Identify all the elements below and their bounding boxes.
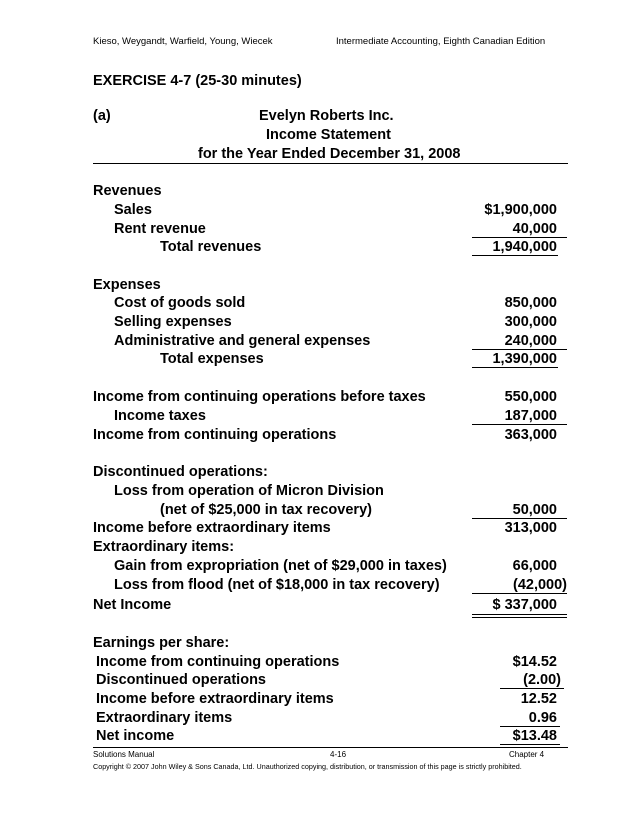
eps-continuing-label: Income from continuing operations [96,654,340,670]
expropriation-gain-label: Gain from expropriation (net of $29,000 in taxes) [114,558,447,574]
income-before-taxes-amount: 550,000 [504,389,557,405]
micron-loss-label: Loss from operation of Micron Division [114,483,384,499]
footer-manual: Solutions Manual [93,750,155,759]
sales-amount: $1,900,000 [484,202,557,218]
income-before-extraordinary-amount: 313,000 [504,520,557,536]
income-before-taxes-label: Income from continuing operations before taxes [93,389,426,405]
income-continuing-amount: 363,000 [504,427,557,443]
net-income-double-underline-2 [472,617,567,618]
eps-extraordinary-amount: 0.96 [528,710,557,726]
flood-loss-amount: (42,000) [512,577,567,593]
total-revenues-underline [472,255,558,256]
total-expenses-amount: 1,390,000 [492,351,557,367]
admin-expenses-amount: 240,000 [504,333,557,349]
footer-rule [93,747,568,748]
eps-net-income-underline [500,744,560,745]
flood-loss-label: Loss from flood (net of $18,000 in tax recovery) [114,577,440,593]
net-income-label: Net Income [93,597,172,613]
net-income-double-underline-1 [472,614,567,615]
cogs-label: Cost of goods sold [114,295,246,311]
footer-page-number: 4-16 [330,750,347,759]
income-taxes-amount: 187,000 [504,408,557,424]
eps-discontinued-underline [500,688,564,689]
revenues-heading: Revenues [93,183,162,199]
flood-underline [472,593,567,594]
income-continuing-label: Income from continuing operations [93,427,337,443]
admin-expenses-label: Administrative and general expenses [114,333,371,349]
total-revenues-amount: 1,940,000 [492,239,557,255]
income-before-extraordinary-label: Income before extraordinary items [93,520,331,536]
rent-revenue-amount: 40,000 [512,221,557,237]
cogs-amount: 850,000 [504,295,557,311]
micron-loss-amount: 50,000 [512,502,557,518]
total-expenses-underline [472,367,558,368]
net-income-amount: $ 337,000 [492,597,557,613]
header-book-title: Intermediate Accounting, Eighth Canadian Edition [336,36,546,47]
eps-discontinued-label: Discontinued operations [96,672,266,688]
heading-rule [93,163,568,164]
eps-discontinued-amount: (2.00) [523,672,561,688]
eps-before-extraordinary-label: Income before extraordinary items [96,691,334,707]
footer-copyright: Copyright © 2007 John Wiley & Sons Canada, Ltd. Unauthorized copying, distribution, or transmission of this page is strictly prohibited. [93,762,522,771]
selling-expenses-amount: 300,000 [504,314,557,330]
discontinued-heading: Discontinued operations: [93,464,268,480]
income-taxes-underline [472,424,567,425]
footer-chapter: Chapter 4 [509,750,545,759]
total-expenses-label: Total expenses [160,351,264,367]
rent-revenue-label: Rent revenue [114,221,206,237]
eps-net-income-amount: $13.48 [512,728,557,744]
expenses-heading: Expenses [93,277,161,293]
eps-heading: Earnings per share: [93,635,230,651]
eps-before-extraordinary-amount: 12.52 [520,691,557,707]
header-authors: Kieso, Weygandt, Warfield, Young, Wiecek [93,36,273,47]
eps-continuing-amount: $14.52 [512,654,557,670]
expropriation-gain-amount: 66,000 [512,558,557,574]
statement-title: Income Statement [266,127,391,143]
sales-label: Sales [114,202,152,218]
micron-tax-label: (net of $25,000 in tax recovery) [160,502,372,518]
part-label: (a) [93,108,111,124]
extraordinary-heading: Extraordinary items: [93,539,235,555]
statement-period: for the Year Ended December 31, 2008 [198,146,461,162]
income-taxes-label: Income taxes [114,408,206,424]
eps-net-income-label: Net income [96,728,175,744]
total-revenues-label: Total revenues [160,239,262,255]
company-name: Evelyn Roberts Inc. [259,108,394,124]
exercise-title: EXERCISE 4-7 (25-30 minutes) [93,73,302,89]
selling-expenses-label: Selling expenses [114,314,232,330]
eps-extraordinary-label: Extraordinary items [96,710,233,726]
